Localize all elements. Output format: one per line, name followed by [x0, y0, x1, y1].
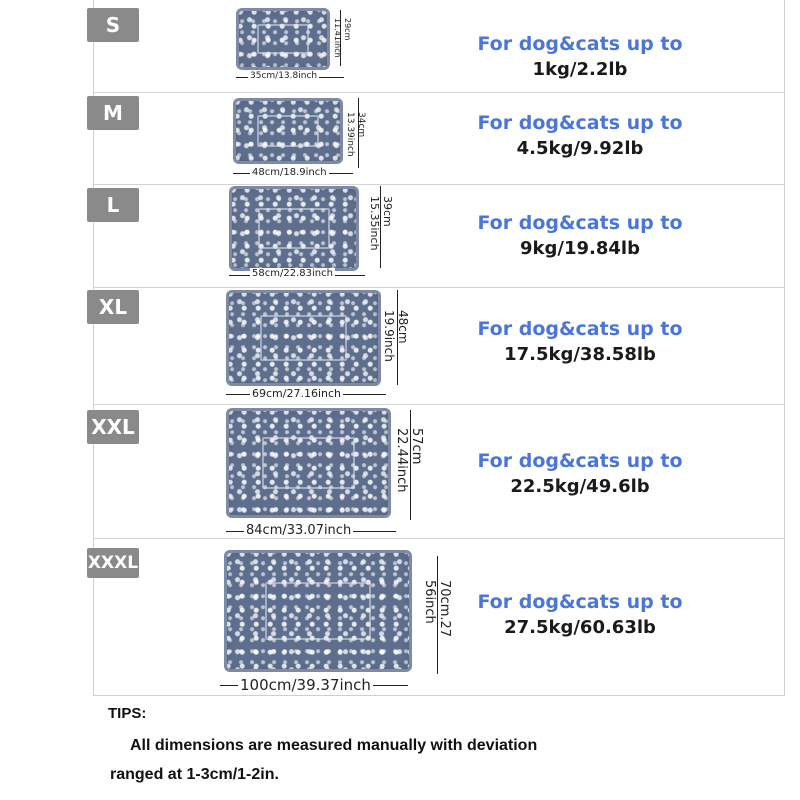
size-badge-s: S: [87, 8, 139, 42]
desc-label: For dog&cats up to: [477, 33, 683, 55]
desc-label: For dog&cats up to: [477, 212, 683, 234]
height-label-m: 34cm 13.39inch: [345, 112, 366, 157]
desc-label: For dog&cats up to: [477, 591, 683, 613]
height-label-s: 29cm 11.41inch: [333, 18, 352, 58]
mat-image-s: [236, 8, 330, 70]
row-divider: [93, 538, 784, 539]
tips-text-line-2: ranged at 1-3cm/1-2in.: [110, 766, 279, 783]
weight-info-xl: [410, 318, 750, 365]
row-divider: [93, 92, 784, 93]
width-label-xxxl: 100cm/39.37inch: [240, 676, 371, 694]
weight-info-xxxl: [410, 591, 750, 638]
size-badge-xxl: XXL: [87, 410, 139, 444]
mat-image-xxxl: [224, 550, 412, 672]
width-label-xl: 69cm/27.16inch: [252, 387, 342, 400]
desc-label: For dog&cats up to: [477, 318, 683, 340]
row-divider: [93, 287, 784, 288]
mat-image-xxl: [226, 408, 391, 518]
weight-info-s: [410, 33, 750, 80]
width-label-l: 58cm/22.83inch: [252, 268, 333, 279]
width-label-m: 48cm/18.9inch: [252, 167, 327, 178]
tips-text-line-1: All dimensions are measured manually with deviation: [130, 737, 538, 754]
width-label-s: 35cm/13.8inch: [250, 71, 318, 81]
size-badge-xl: XL: [87, 290, 139, 324]
weight-label: 9kg/19.84lb: [520, 238, 640, 259]
weight-info-xxl: [410, 450, 750, 497]
desc-label: For dog&cats up to: [477, 450, 683, 472]
weight-label: 17.5kg/38.58lb: [504, 344, 656, 365]
mat-image-m: [233, 98, 343, 164]
width-label-xxl: 84cm/33.07inch: [246, 523, 352, 538]
weight-label: 22.5kg/49.6lb: [510, 476, 650, 497]
row-divider: [93, 184, 784, 185]
mat-image-xl: [226, 290, 381, 386]
weight-label: 27.5kg/60.63lb: [504, 617, 656, 638]
weight-info-l: [410, 212, 750, 259]
row-divider: [93, 404, 784, 405]
desc-label: For dog&cats up to: [477, 112, 683, 134]
size-badge-xxxl: XXXL: [87, 548, 139, 578]
height-label-xxxl: 70cm.27 56inch: [422, 580, 452, 638]
size-badge-l: L: [87, 188, 139, 222]
height-label-l: 39cm 15.35inch: [368, 196, 394, 251]
mat-image-l: [229, 186, 359, 271]
height-label-xl: 48cm 19.9inch: [382, 310, 410, 362]
height-label-xxl: 57cm 22.44inch: [394, 428, 424, 493]
weight-label: 4.5kg/9.92lb: [516, 138, 644, 159]
weight-label: 1kg/2.2lb: [532, 59, 628, 80]
weight-info-m: [410, 112, 750, 159]
size-badge-m: M: [87, 96, 139, 130]
tips-title: TIPS:: [108, 705, 147, 722]
